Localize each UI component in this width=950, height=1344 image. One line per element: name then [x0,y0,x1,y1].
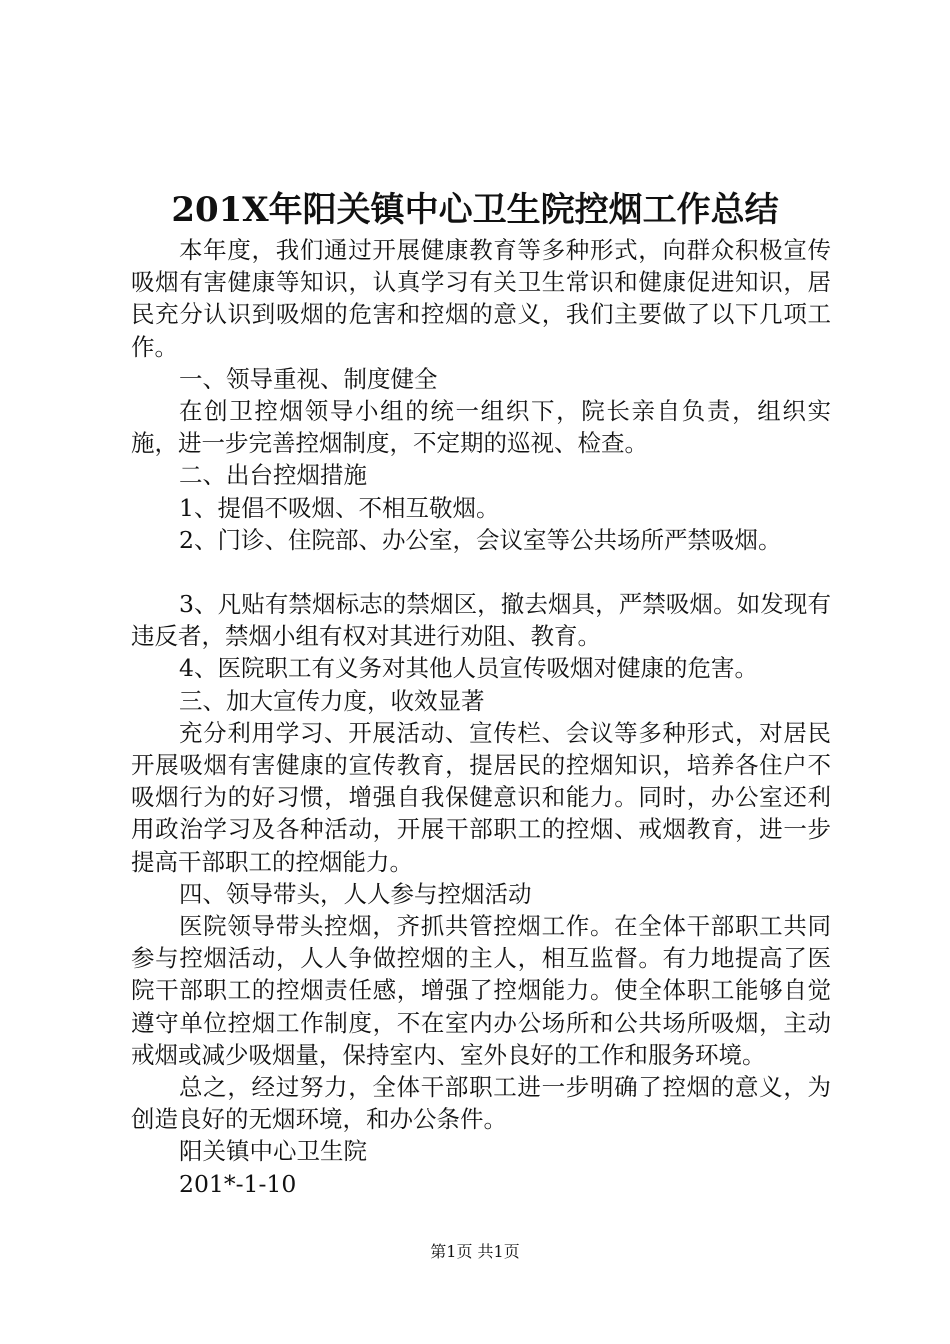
signature-organization: 阳关镇中心卫生院 [179,1137,367,1166]
measure-item-3: 3、凡贴有禁烟标志的禁烟区，撤去烟具，严禁吸烟。如发现有违反者，禁烟小组有权对其进行劝阻、教育。 [131,590,831,651]
document-title: 201X年阳关镇中心卫生院控烟工作总结 [171,190,779,230]
section-3-paragraph: 充分利用学习、开展活动、宣传栏、会议等多种形式，对居民开展吸烟有害健康的宣传教育，提居民的控烟知识，培养各住户不吸烟行为的好习惯，增强自我保健意识和能力。同时，办公室还利用政治学习及各种活动，开展干部职工的控烟、戒烟教育，进一步提高干部职工的控烟能力。 [131,718,831,876]
section-heading-4: 四、领导带头，人人参与控烟活动 [179,879,532,908]
intro-paragraph: 本年度，我们通过开展健康教育等多种形式，向群众积极宣传吸烟有害健康等知识，认真学习有关卫生常识和健康促进知识，居民充分认识到吸烟的危害和控烟的意义，我们主要做了以下几项工作。 [131,236,831,361]
section-heading-2: 二、出台控烟措施 [179,461,367,490]
measure-item-2: 2、门诊、住院部、办公室，会议室等公共场所严禁吸烟。 [179,525,782,554]
conclusion-paragraph: 总之，经过努力，全体干部职工进一步明确了控烟的意义，为创造良好的无烟环境，和办公条件。 [131,1073,831,1134]
signature-date: 201*-1-10 [179,1169,297,1198]
measure-item-4: 4、医院职工有义务对其他人员宣传吸烟对健康的危害。 [179,654,758,683]
section-1-paragraph: 在创卫控烟领导小组的统一组织下，院长亲自负责，组织实施，进一步完善控烟制度，不定期的巡视、检查。 [131,397,831,458]
section-heading-3: 三、加大宣传力度，收效显著 [179,686,485,715]
document-body [131,234,831,1200]
measure-item-1: 1、提倡不吸烟、不相互敬烟。 [179,493,500,522]
page-number-footer: 第1页 共1页 [430,1242,520,1261]
section-heading-1: 一、领导重视、制度健全 [179,364,438,393]
section-4-paragraph: 医院领导带头控烟，齐抓共管控烟工作。在全体干部职工共同参与控烟活动，人人争做控烟的主人，相互监督。有力地提高了医院干部职工的控烟责任感，增强了控烟能力。使全体职工能够自觉遵守单位控烟工作制度，不在室内办公场所和公共场所吸烟，主动戒烟或减少吸烟量，保持室内、室外良好的工作和服务环境。 [131,912,831,1069]
